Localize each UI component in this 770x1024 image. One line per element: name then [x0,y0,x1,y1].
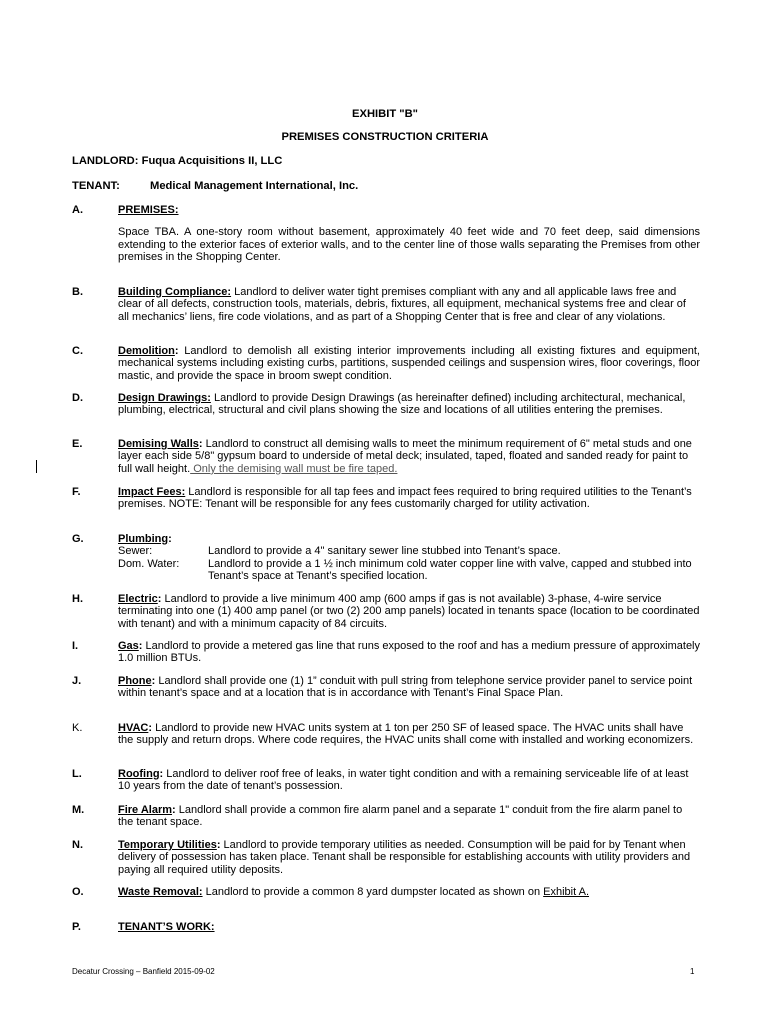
section-heading: Impact Fees: [118,486,186,498]
page-number: 1 [690,967,695,976]
section-letter: J. [72,675,82,687]
section-heading: PREMISES: [118,204,179,216]
section-j: J. Phone: Landlord shall provide one (1) 1” conduit with pull string from telephone service provider panel to service point within tenant’s space and at a location that is in accordance with Tenant’s Final Space Plan. [72,675,693,700]
section-text: Landlord to demolish all existing interior improvements including all existing fixtures and equipment, mechanical systems including existing curbs, partitions, suspended ceilings and suspension wires, floor coverings, floor mastic, and provide the space in broom swept condition. [118,345,700,382]
section-text: Landlord to provide Design Drawings (as hereinafter defined) including architectural, mechanical, plumbing, electrical, structural and civil plans showing the size and locations of all utilities entering the premises. [118,392,686,417]
section-text: Landlord is responsible for all tap fees and impact fees required to bring required utilities to the Tenant’s premises. NOTE: Tenant will be responsible for any fees customarily charged for utility activation. [118,486,692,511]
tenant-line [72,180,358,192]
section-b [72,286,700,323]
section-letter: A. [72,204,83,216]
section-heading: Design Drawings: [118,392,211,404]
section-m: M. Fire Alarm: Landlord shall provide a common fire alarm panel and a separate 1" conduit from the fire alarm panel to the tenant space. [72,804,683,829]
section-text: Space TBA. A one-story room without basement, approximately 40 feet wide and 70 feet deep, said dimensions extending to the exterior faces of exterior walls, and to the center line of those walls separating the Premises from other premises in the Shopping Center. [118,226,700,264]
exhibit-title: EXHIBIT "B" [352,108,418,120]
revision-text: Only the demising wall must be fire taped. [190,462,398,475]
section-heading: Fire Alarm [118,804,173,816]
plumbing-sewer [118,545,700,557]
landlord-value: Fuqua Acquisitions II, LLC [141,155,283,167]
sewer-text: Landlord to provide a 4" sanitary sewer line stubbed into Tenant’s space. [208,545,561,558]
section-text: Landlord to provide a metered gas line that runs exposed to the roof and has a medium pressure of approximately 1.0 million BTUs. [118,640,700,665]
section-letter: P. [72,921,81,933]
section-heading: Demolition [118,345,175,357]
section-heading: Waste Removal: [118,886,203,898]
landlord-line [72,155,282,167]
section-text: Landlord shall provide a common fire alarm panel and a separate 1" conduit from the fire alarm panel to the tenant space. [118,804,683,829]
section-letter: F. [72,486,81,498]
water-text: Landlord to provide a 1 ½ inch minimum cold water copper line with valve, capped and stubbed into Tenant’s space at Tenant’s specified location. [208,557,692,583]
section-heading: Demising Walls [118,438,199,450]
exhibit-a-link[interactable]: Exhibit A. [543,886,590,898]
section-heading: Building Compliance: [118,286,232,298]
section-text: Landlord to provide temporary utilities as needed. Consumption will be paid for by Tenant when delivery of possession has taken place. Tenant shall be responsible for establishing accounts with utility providers and paying all required utility deposits. [118,839,691,876]
tenant-value: Medical Management International, Inc. [150,180,359,192]
section-letter: H. [72,593,83,605]
section-letter: K. [72,722,83,734]
section-text: Landlord to provide a common 8 yard dumpster located as shown on [202,886,544,898]
section-d [72,392,700,417]
section-text: Landlord to deliver roof free of leaks, in water tight condition and with a remaining serviceable life of at least 10 years from the date of tenant’s possession. [118,768,689,793]
section-p [72,921,700,933]
section-heading: Plumbing [118,533,169,545]
section-k: K. HVAC: Landlord to provide new HVAC units system at 1 ton per 250 SF of leased space. The HVAC units shall have the supply and return drops. Where code requires, the HVAC units shall come with installed and working economizers. [72,722,694,747]
section-heading: Electric [118,593,158,605]
section-letter: O. [72,886,84,898]
section-a [72,204,700,264]
section-heading: Roofing [118,768,160,780]
section-text: Landlord to provide a live minimum 400 amp (600 amps if gas is not available) 3-phase, 4-wire service terminating into one (1) 400 amp panel (or two (2) 200 amp panels) located in tenants space (location to be coordinated with tenant) and with a minimum capacity of 84 circuits. [118,593,700,630]
sewer-label: Sewer: [118,545,153,558]
revision-bar [36,460,37,473]
section-g: G. Plumbing: Sewer: Landlord to provide a 4" sanitary sewer line stubbed into Tenant’s space. Dom. Water: Landlord to provide a 1 ½ inch minimum cold water copper line with valve, capped and stubbed into Tenant’s space at Tenant’s specified location. [72,533,700,583]
section-letter: L. [72,768,82,780]
section-text: Landlord shall provide one (1) 1” conduit with pull string from telephone service provider panel to service point within tenant’s space and at a location that is in accordance with Tenant’s Final Space Plan. [118,675,693,700]
section-heading: Temporary Utilities [118,839,217,851]
section-l: L. Roofing: Landlord to deliver roof free of leaks, in water tight condition and with a remaining serviceable life of at least 10 years from the date of tenant’s possession. [72,768,689,793]
section-i: I. Gas: Landlord to provide a metered gas line that runs exposed to the roof and has a medium pressure of approximately 1.0 million BTUs. [72,640,700,665]
section-heading: Gas [118,640,139,652]
section-letter: N. [72,839,83,851]
section-e: E. Demising Walls: Landlord to construct all demising walls to meet the minimum requirement of 6" metal studs and one layer each side 5/8" gypsum board to underside of metal deck; insulated, taped, floated and sanded ready for paint to full wall height. Only the demising wall must be fire taped. [72,438,692,475]
section-o [72,886,700,898]
tenant-label: TENANT: [72,180,120,192]
section-heading: Phone [118,675,152,687]
landlord-label: LANDLORD: [72,155,139,167]
section-c: C. Demolition: Landlord to demolish all existing interior improvements including all existing fixtures and equipment, mechanical systems including existing curbs, partitions, suspended ceilings and suspension wires, floor coverings, floor mastic, and provide the space in broom swept condition. [72,345,700,382]
section-letter: G. [72,533,84,545]
water-label: Dom. Water: [118,557,180,570]
section-text: Landlord to provide new HVAC units system at 1 ton per 250 SF of leased space. The HVAC units shall have the supply and return drops. Where code requires, the HVAC units shall come with installed and working economizers. [118,722,694,747]
section-heading: TENANT’S WORK: [118,921,215,933]
section-letter: I. [72,640,79,652]
document-subtitle: PREMISES CONSTRUCTION CRITERIA [281,131,489,143]
section-h: H. Electric: Landlord to provide a live minimum 400 amp (600 amps if gas is not available) 3-phase, 4-wire service terminating into one (1) 400 amp panel (or two (2) 200 amp panels) located in tenants space (location to be coordinated with tenant) and with a minimum capacity of 84 circuits. [72,593,700,630]
section-heading: HVAC [118,722,149,734]
section-letter: D. [72,392,83,404]
section-n: N. Temporary Utilities: Landlord to provide temporary utilities as needed. Consumption will be paid for by Tenant when delivery of possession has taken place. Tenant shall be responsible for establishing accounts with utility providers and paying all required utility deposits. [72,839,691,876]
section-letter: B. [72,286,83,298]
section-letter: C. [72,345,83,357]
section-text: Landlord to construct all demising walls to meet the minimum requirement of 6" metal studs and one layer each side 5/8" gypsum board to underside of metal deck; insulated, taped, floated and sanded ready for paint to full wall height. [118,438,692,475]
section-f [72,486,700,511]
section-letter: M. [72,804,85,816]
section-letter: E. [72,438,83,450]
footer-left: Decatur Crossing – Banfield 2015-09-02 [72,967,215,976]
section-text: Landlord to deliver water tight premises compliant with any and all applicable laws free and clear of all defects, construction tools, materials, debris, fixtures, all equipment, mechanical systems free and clear of all mechanics’ liens, fire code violations, and as part of a Shopping Center that is free and clear of any violations. [118,286,686,323]
plumbing-water [118,558,700,583]
